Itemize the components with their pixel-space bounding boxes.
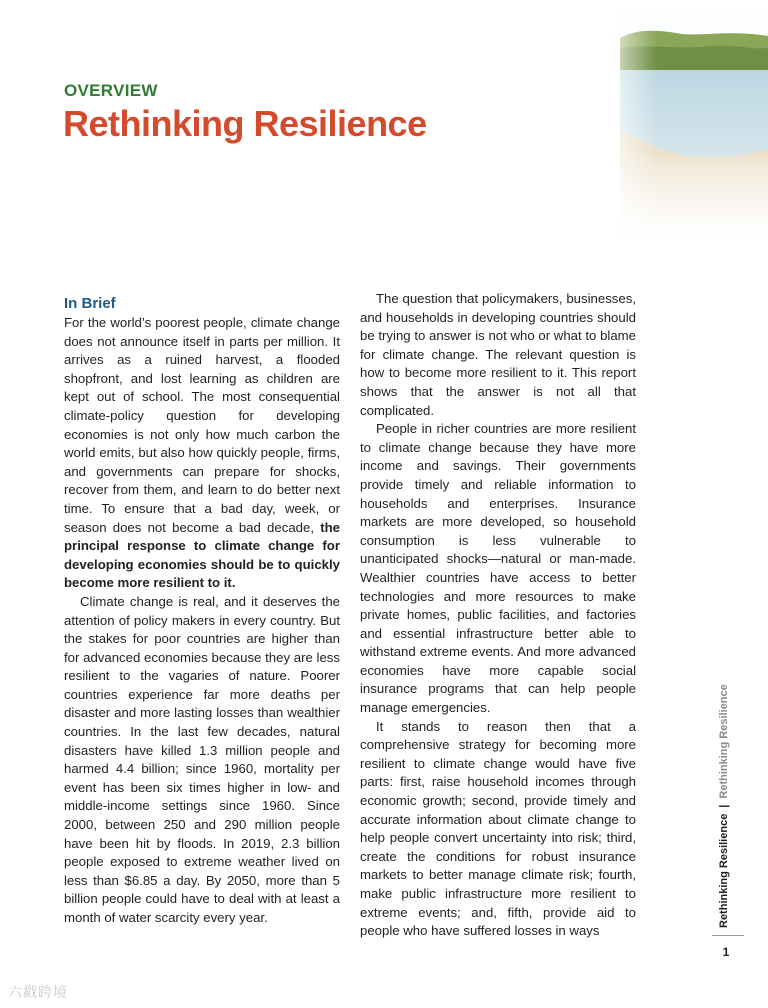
page-title: Rethinking Resilience — [63, 103, 427, 144]
running-header-separator: | — [718, 804, 730, 808]
running-header-subtitle: Rethinking Resilience — [718, 684, 730, 799]
watermark-logo: 六戳跨境 — [8, 984, 68, 1000]
body-paragraph: The question that policymakers, businesses, and households in developing countries should be trying to answer is not who or what to blame for climate change. The relevant question is how to become more resilient to it. This report shows that the answer is not all that complicated. — [360, 291, 636, 418]
landscape-photo-graphic — [620, 0, 768, 245]
right-column — [360, 290, 636, 941]
left-column — [64, 290, 340, 928]
page-number: 1 — [722, 945, 730, 959]
body-paragraph: People in richer countries are more resilient to climate change because they have more income and savings. Their governments provide timely and reliable information to households and enterprises. Insurance markets are more developed, so household consumption is less vulnerable to unanticipated shocks—natural or man-made. Wealthier countries have access to better technologies and more resources to make private homes, public facilities, and factories and essential infrastructure better able to withstand extreme events. And more advanced economies have more capable social insurance programs that can help people manage emergencies. — [360, 421, 636, 716]
in-brief-paragraph — [64, 314, 340, 593]
in-brief-heading: In Brief — [64, 295, 116, 312]
in-brief-paragraph-text: For the world’s poorest people, climate change does not announce itself in parts per million. It arrives as a ruined harvest, a flooded shopfront, and lost learning as children are kept out of school. The most consequential climate-policy question for developing economies is not only how much carbon the world emits, but also how quickly people, firms, and governments can prepare for shocks, recover from them, and learn to do better next time. To ensure that a bad day, week, or season does not become a bad decade, — [64, 315, 340, 535]
running-header — [718, 684, 730, 928]
folio-divider — [712, 935, 744, 936]
section-label: OVERVIEW — [64, 81, 158, 100]
body-paragraph: It stands to reason then that a comprehensive strategy for becoming more resilient to climate change would have five parts: first, raise household incomes through economic growth; second, provide timely and accurate information about climate change to help people convert uncertainty into risk; third, create the conditions for robust insurance markets to better manage climate risk; fourth, make public infrastructure more resilient to extreme events; and, fifth, provide aid to people who have suffered losses in ways — [360, 718, 636, 939]
landscape-photo — [620, 0, 768, 245]
body-paragraph: Climate change is real, and it deserves the attention of policy makers in every country. But the stakes for poor countries are higher than for advanced economies because they are less resilient to the vagaries of nature. Poorer countries experience far more deaths per disaster and more lasting losses than wealthier countries. In the last few decades, natural disasters have killed 1.3 million people and harmed 4.4 billion; since 1960, mortality per event has been six times higher in low- and middle-income settings since 1960. Since 2000, between 250 and 290 million people have been hit by floods. In 2019, 2.3 billion people exposed to extreme weather lived on less than $6.85 a day. By 2050, more than 5 billion people could have to deal with at least a month of water scarcity every year. — [64, 593, 340, 925]
running-header-title: Rethinking Resilience — [718, 813, 730, 928]
in-brief-key-message: the principal response to climate change for developing economies should be to quickly become more resilient to it. — [64, 519, 340, 591]
